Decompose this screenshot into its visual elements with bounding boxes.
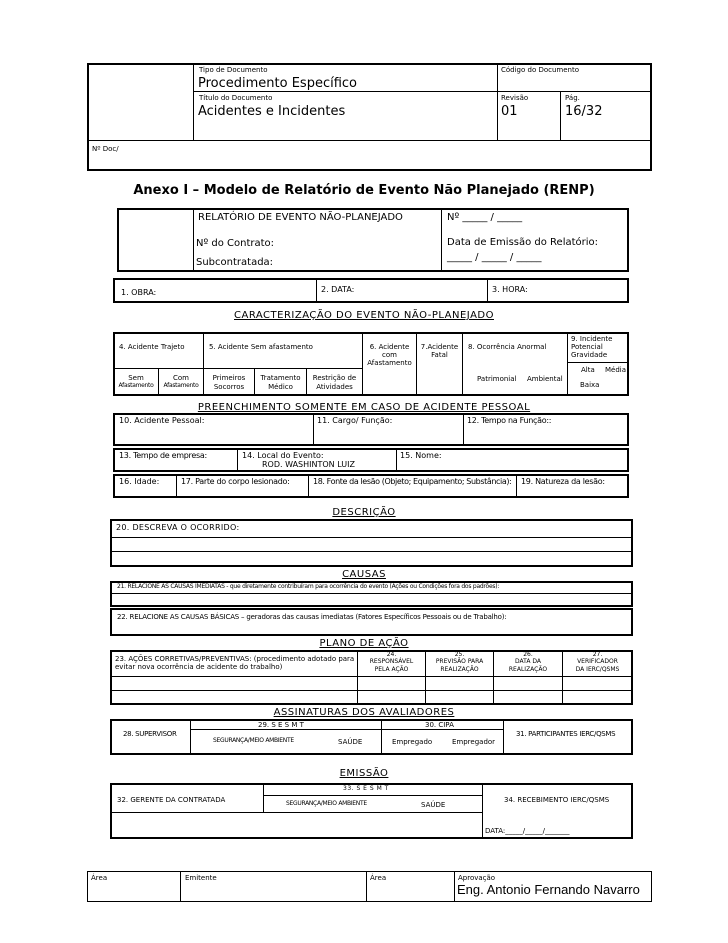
acidente-pessoal-field[interactable]: 10. Acidente Pessoal: bbox=[119, 416, 205, 425]
com-afastamento-label: Afastamento bbox=[163, 382, 199, 389]
assinaturas-title: ASSINATURAS DOS AVALIADORES bbox=[273, 707, 455, 718]
descricao-line bbox=[111, 537, 632, 538]
grid-line bbox=[190, 720, 191, 754]
obra-divider bbox=[316, 279, 317, 302]
footer-area-label: Área bbox=[91, 874, 108, 882]
patrimonial-checkbox[interactable]: Patrimonial bbox=[477, 375, 517, 383]
report-number: Nº _____ / _____ bbox=[447, 212, 523, 223]
grid-line bbox=[482, 784, 483, 838]
verificador-header: 27. bbox=[592, 651, 603, 658]
emissao-sesmt-label: 33. S E S M T bbox=[343, 785, 389, 792]
grid-line bbox=[381, 720, 382, 754]
supervisor-field[interactable]: 28. SUPERVISOR bbox=[123, 730, 177, 738]
tratamento-medico-label: Médico bbox=[268, 383, 293, 391]
obra-divider bbox=[487, 279, 488, 302]
tempo-empresa-field[interactable]: 13. Tempo de empresa: bbox=[119, 451, 207, 460]
plano-title: PLANO DE AÇÃO bbox=[319, 638, 409, 649]
verificador-header: DA IERC/QSMS bbox=[575, 666, 620, 673]
restricao-atividades-checkbox[interactable]: Restrição de bbox=[312, 374, 357, 382]
tipo-value: Procedimento Específico bbox=[198, 76, 358, 91]
fonte-lesao-field[interactable]: 18. Fonte da lesão (Objeto; Equipamento; Substância): bbox=[313, 477, 512, 486]
previsao-header: 25. bbox=[454, 651, 465, 658]
report-divider bbox=[441, 209, 442, 271]
grid-line bbox=[462, 333, 463, 395]
footer-divider bbox=[366, 872, 367, 901]
grid-line bbox=[111, 690, 632, 691]
grid-line bbox=[191, 729, 503, 730]
grid-line bbox=[114, 368, 362, 369]
restricao-atividades-label: Atividades bbox=[316, 383, 353, 391]
causas-imediatas-label: 21. RELACIONE AS CAUSAS IMEDIATAS - que diretamente contribuíram para ocorrência do evento (Ações ou Condições fora dos padrões): bbox=[117, 583, 500, 590]
grid-line bbox=[503, 720, 504, 754]
header-divider bbox=[560, 92, 561, 141]
recebimento-field[interactable]: 34. RECEBIMENTO IERC/QSMS bbox=[504, 796, 610, 804]
data-realizacao-header: REALIZAÇÃO bbox=[508, 666, 548, 673]
sem-afastamento-label: Afastamento bbox=[118, 382, 154, 389]
grid-line bbox=[567, 362, 628, 363]
ndoc-label: Nº Doc/ bbox=[92, 145, 119, 153]
acidente-com-afastamento-checkbox[interactable]: 6. Acidente bbox=[369, 343, 410, 351]
data-realizacao-header: DATA DA bbox=[515, 658, 541, 665]
gravidade-alta-checkbox[interactable]: Alta bbox=[581, 366, 595, 374]
footer-aprovacao-value: Eng. Antonio Fernando Navarro bbox=[457, 882, 640, 897]
grid-line bbox=[263, 795, 482, 796]
emissao-seguranca-field[interactable]: SEGURANÇA/MEIO AMBIENTE bbox=[286, 800, 367, 807]
incidente-potencial-label: Gravidade bbox=[571, 351, 608, 359]
footer-aprovacao-label: Aprovação bbox=[458, 874, 496, 882]
nome-field[interactable]: 15. Nome: bbox=[400, 451, 442, 460]
caracterizacao-title: CARACTERIZAÇÃO DO EVENTO NÃO-PLANEJADO bbox=[234, 310, 494, 321]
cipa-label: 30. CIPA bbox=[425, 721, 454, 729]
gravidade-media-checkbox[interactable]: Média bbox=[605, 366, 627, 374]
grid-line bbox=[263, 784, 264, 812]
causas-basicas-label: 22. RELACIONE AS CAUSAS BÁSICAS – geradoras das causas imediatas (Fatores Específicos Pessoais ou de Trabalho): bbox=[117, 613, 507, 621]
acidente-fatal-checkbox[interactable]: 7.Acidente bbox=[420, 343, 459, 351]
footer-divider bbox=[180, 872, 181, 901]
grid-line bbox=[237, 449, 238, 471]
acidente-fatal-label: Fatal bbox=[431, 351, 448, 359]
descreva-ocorrido-label: 20. DESCREVA O OCORRIDO: bbox=[116, 523, 240, 532]
footer-emitente-label: Emitente bbox=[185, 874, 217, 882]
causas-title: CAUSAS bbox=[342, 569, 386, 580]
header-divider bbox=[193, 64, 194, 141]
contrato-label: Nº do Contrato: bbox=[196, 238, 275, 249]
acidente-com-afastamento-label: Afastamento bbox=[367, 359, 412, 367]
data-realizacao-header: 26. bbox=[523, 651, 533, 658]
header-divider bbox=[88, 140, 651, 141]
primeiros-socorros-label: Socorros bbox=[213, 383, 245, 391]
titulo-label: Título do Documento bbox=[199, 94, 273, 102]
seguranca-meio-ambiente-field[interactable]: SEGURANÇA/MEIO AMBIENTE bbox=[213, 737, 294, 744]
ocorrencia-anormal-label: 8. Ocorrência Anormal bbox=[468, 343, 547, 351]
emissao-label: Data de Emissão do Relatório: bbox=[447, 237, 599, 248]
primeiros-socorros-checkbox[interactable]: Primeiros bbox=[212, 374, 246, 382]
obra-row bbox=[113, 278, 629, 303]
previsao-header: REALIZAÇÃO bbox=[440, 666, 479, 673]
incidente-potencial-label: Potencial bbox=[571, 343, 603, 351]
subcontratada-label: Subcontratada: bbox=[196, 257, 274, 268]
grid-line bbox=[516, 475, 517, 497]
emissao-saude-field[interactable]: SAÚDE bbox=[421, 801, 446, 809]
sem-afastamento-checkbox[interactable]: Sem bbox=[128, 374, 144, 382]
grid-line bbox=[463, 414, 464, 445]
recebimento-data-field[interactable]: DATA:_____/_____/_______ bbox=[485, 827, 570, 835]
descricao-line bbox=[111, 551, 632, 552]
grid-line bbox=[111, 812, 482, 813]
descricao-title: DESCRIÇÃO bbox=[332, 507, 396, 518]
obra-field[interactable]: 1. OBRA: bbox=[121, 288, 157, 297]
local-evento-field[interactable]: 14. Local do Evento: bbox=[242, 451, 324, 460]
report-divider bbox=[193, 209, 194, 271]
causas-line bbox=[111, 593, 632, 594]
cipa-empregador-field[interactable]: Empregador bbox=[452, 738, 496, 746]
revisao-value: 01 bbox=[501, 104, 518, 119]
verificador-header: VERIFICADOR bbox=[577, 658, 618, 665]
previsao-header: PREVISÃO PARA bbox=[435, 658, 484, 665]
grid-line bbox=[567, 333, 568, 395]
responsavel-header: PELA AÇÃO bbox=[374, 666, 409, 673]
tratamento-medico-checkbox[interactable]: Tratamento bbox=[260, 374, 301, 382]
gerente-contratada-field[interactable]: 32. GERENTE DA CONTRATADA bbox=[117, 796, 226, 804]
pag-label: Pág. bbox=[565, 94, 580, 102]
saude-field[interactable]: SAÚDE bbox=[338, 738, 363, 746]
acoes-corretivas-label: evitar nova ocorrência de acidente do trabalho) bbox=[115, 663, 283, 671]
revisao-label: Revisão bbox=[501, 94, 529, 102]
pessoal-title: PREENCHIMENTO SOMENTE EM CASO DE ACIDENTE PESSOAL bbox=[197, 402, 531, 413]
hora-field[interactable]: 3. HORA: bbox=[492, 285, 528, 294]
ambiental-checkbox[interactable]: Ambiental bbox=[527, 375, 563, 383]
emissao-title: EMISSÃO bbox=[339, 768, 389, 779]
report-title: RELATÓRIO DE EVENTO NÃO-PLANEJADO bbox=[198, 212, 403, 223]
annex-title: Anexo I – Modelo de Relatório de Evento Não Planejado (RENP) bbox=[133, 183, 595, 198]
local-evento-value: ROD. WASHINTON LUIZ bbox=[262, 460, 355, 469]
idade-field[interactable]: 16. Idade: bbox=[119, 477, 160, 486]
acidente-sem-afastamento-label: 5. Acidente Sem afastamento bbox=[209, 343, 313, 351]
header-divider bbox=[497, 64, 498, 141]
acoes-corretivas-label: 23. AÇÕES CORRETIVAS/PREVENTIVAS: (procedimento adotado para bbox=[115, 655, 355, 663]
grid-line bbox=[396, 449, 397, 471]
pag-value: 16/32 bbox=[565, 104, 603, 119]
responsavel-header: RESPONSÁVEL bbox=[369, 658, 414, 665]
cargo-funcao-field[interactable]: 11. Cargo/ Função: bbox=[317, 416, 393, 425]
com-afastamento-checkbox[interactable]: Com bbox=[173, 374, 189, 382]
codigo-label: Código do Documento bbox=[501, 66, 580, 74]
cipa-empregado-field[interactable]: Empregado bbox=[392, 738, 433, 746]
participantes-field[interactable]: 31. PARTICIPANTES IERC/QSMS bbox=[516, 730, 616, 738]
sesmt-label: 29. S E S M T bbox=[258, 721, 304, 729]
acidente-com-afastamento-label: com bbox=[382, 351, 397, 359]
acidente-trajeto-label: 4. Acidente Trajeto bbox=[119, 343, 185, 351]
grid-line bbox=[111, 676, 632, 677]
responsavel-header: 24. bbox=[386, 651, 397, 658]
grid-line bbox=[313, 414, 314, 445]
footer-divider bbox=[454, 872, 455, 901]
footer-area2-label: Área bbox=[370, 874, 387, 882]
incidente-potencial-label: 9. Incidente bbox=[571, 335, 613, 343]
parte-corpo-field[interactable]: 17. Parte do corpo lesionado: bbox=[181, 477, 290, 486]
tempo-funcao-field[interactable]: 12. Tempo na Função:: bbox=[467, 416, 552, 425]
gravidade-baixa-checkbox[interactable]: Baixa bbox=[580, 381, 600, 389]
emissao-value: _____ / _____ / _____ bbox=[447, 252, 542, 263]
tipo-label: Tipo de Documento bbox=[199, 66, 268, 74]
natureza-lesao-field[interactable]: 19. Natureza da lesão: bbox=[521, 477, 605, 486]
grid-line bbox=[308, 475, 309, 497]
titulo-value: Acidentes e Incidentes bbox=[198, 104, 346, 119]
data-field[interactable]: 2. DATA: bbox=[321, 285, 355, 294]
grid-line bbox=[176, 475, 177, 497]
